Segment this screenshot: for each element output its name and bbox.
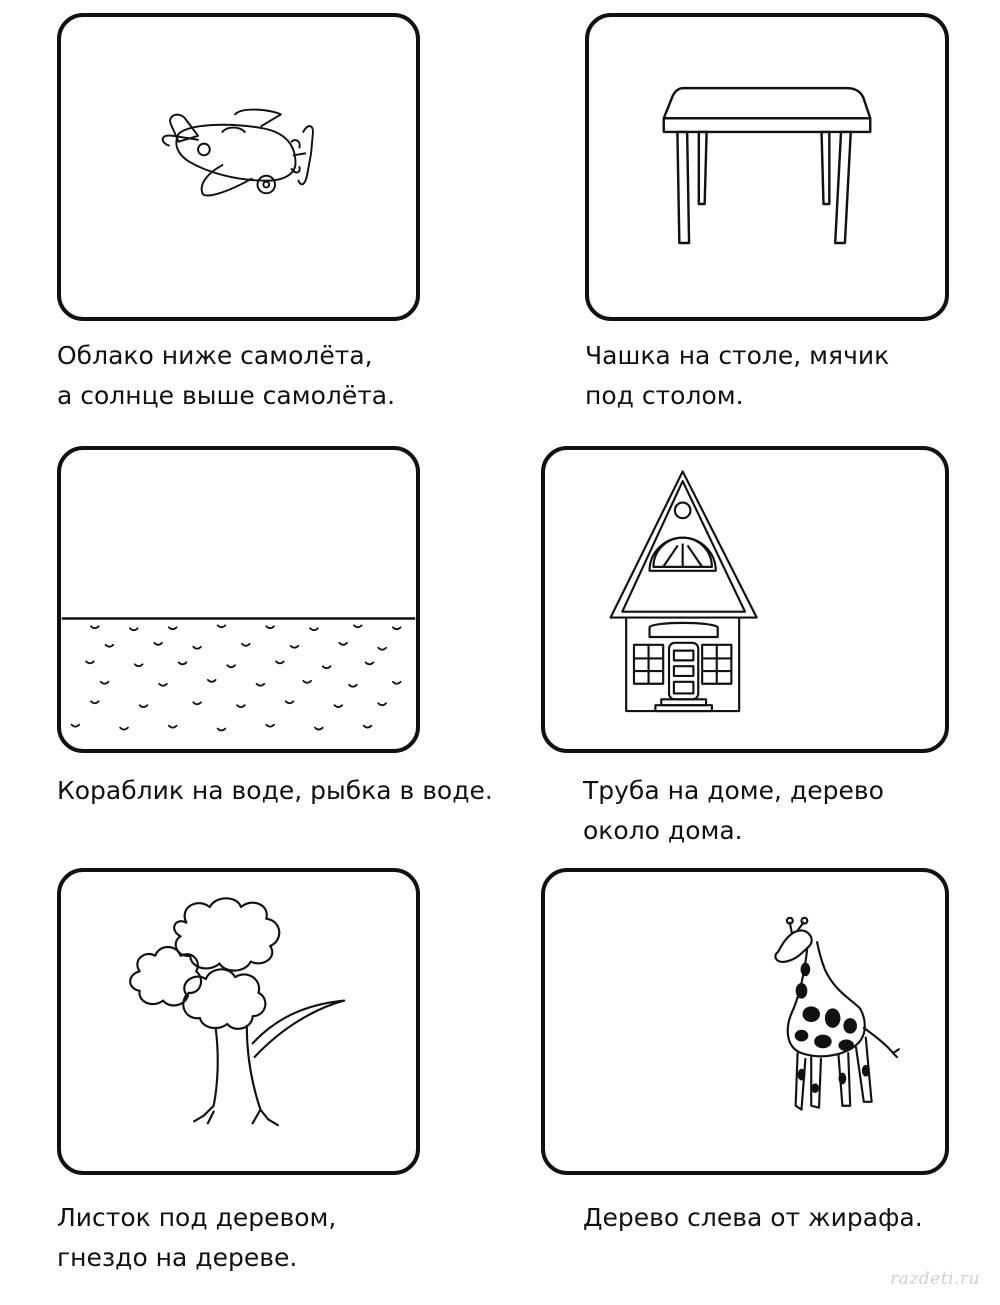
caption-giraffe: Дерево слева от жирафа.: [583, 1203, 923, 1232]
water-icon: [61, 450, 416, 749]
picture-card-tree: [57, 868, 420, 1175]
caption-water: Кораблик на воде, рыбка в воде.: [57, 776, 493, 805]
caption-table: Чашка на столе, мячик под столом.: [585, 341, 890, 410]
caption-house: Труба на доме, дерево около дома.: [583, 776, 884, 845]
picture-card-table: [585, 13, 949, 321]
house-icon: [545, 450, 945, 749]
caption-tree: Листок под деревом, гнездо на дереве.: [57, 1203, 337, 1272]
picture-card-airplane: [57, 13, 420, 321]
picture-card-house: [541, 446, 949, 753]
tree-icon: [61, 872, 416, 1171]
airplane-icon: [61, 17, 416, 317]
watermark: razdeti.ru: [890, 1269, 980, 1289]
picture-card-water: [57, 446, 420, 753]
caption-airplane: Облако ниже самолёта, а солнце выше самолёта.: [57, 341, 396, 410]
giraffe-icon: [545, 872, 945, 1171]
picture-card-giraffe: [541, 868, 949, 1175]
table-icon: [589, 17, 945, 317]
